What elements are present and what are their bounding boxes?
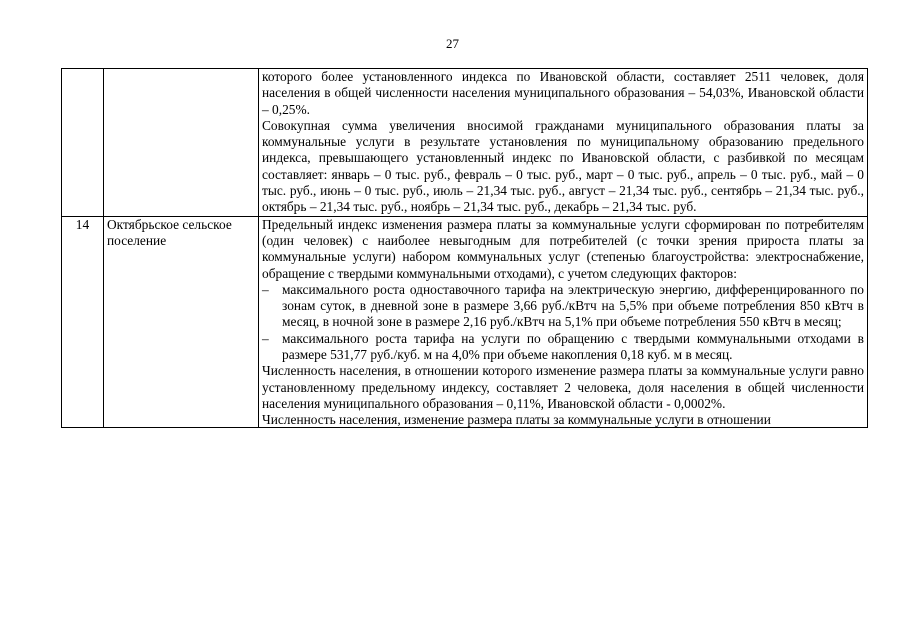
row-number-cell: 14 [62, 216, 104, 428]
row-number-cell [62, 69, 104, 217]
continued-paragraph: Численность населения, изменение размера платы за коммунальные услуги в отношении [262, 412, 771, 428]
population-share-paragraph: которого более установленного индекса по Ивановской области, составляет 2511 человек, доля населения в общей численности населения муниципального образования – 54,03%, Ивановской области – 0,25%. [262, 69, 864, 117]
table-row [62, 216, 868, 428]
bullet-text: максимального роста тарифа на услуги по обращению с твердыми коммунальными отходами в размере 531,77 руб./куб. м на 4,0% при объеме накопления 0,18 куб. м в месяц. [282, 330, 864, 363]
index-formation-paragraph: Предельный индекс изменения размера платы за коммунальные услуги сформирован по потребителям (один человек) с наиболее невыгодным для потребителей (с точки зрения прироста платы за коммунальные услуги) набором коммунальных услуг (степенью благоустройства: электроснабжение, обращение с твердыми коммунальными отходами), с учетом следующих факторов: [262, 216, 864, 281]
list-item [262, 282, 864, 331]
list-item [262, 331, 864, 364]
page-number: 27 [446, 36, 459, 51]
municipal-index-table [61, 68, 868, 428]
municipality-name-cell [104, 69, 259, 217]
description-cell [259, 69, 868, 217]
population-equal-index-paragraph: Численность населения, в отношении которого изменение размера платы за коммунальные услуги равно установленному предельному индексу, составляет 2 человека, доля населения в общей численности населения муниципального образования – 0,11%, Ивановской области - 0,0002%. [262, 363, 864, 411]
bullet-dash: – [262, 330, 269, 346]
bullet-dash: – [262, 281, 269, 297]
table-row [62, 69, 868, 217]
bullet-text: максимального роста одноставочного тарифа на электрическую энергию, дифференцированного по зонам суток, в дневной зоне в размере 3,66 руб./кВтч на 5,5% при объеме потребления 850 кВтч в месяц, в ночной зоне в размере 2,16 руб./кВтч на 5,1% при объеме потребления 550 кВтч в месяц; [282, 281, 864, 330]
description-cell [259, 216, 868, 428]
monthly-increase-paragraph: Совокупная сумма увеличения вносимой гражданами муниципального образования платы за коммунальные услуги в результате установления по муниципальному образованию предельного индекса, превышающего установленный индекс по Ивановской области, с разбивкой по месяцам составляет: январь – 0 тыс. руб., февраль – 0 тыс. руб., март – 0 тыс. руб., апрель – 0 тыс. руб., май – 0 тыс. руб., июнь – 0 тыс. руб., июль – 21,34 тыс. руб., август – 21,34 тыс. руб., сентябрь – 21,34 тыс. руб., октябрь – 21,34 тыс. руб., ноябрь – 21,34 тыс. руб., декабрь – 21,34 тыс. руб. [262, 117, 864, 215]
municipality-name-cell: Октябрьское сельское поселение [104, 216, 259, 428]
